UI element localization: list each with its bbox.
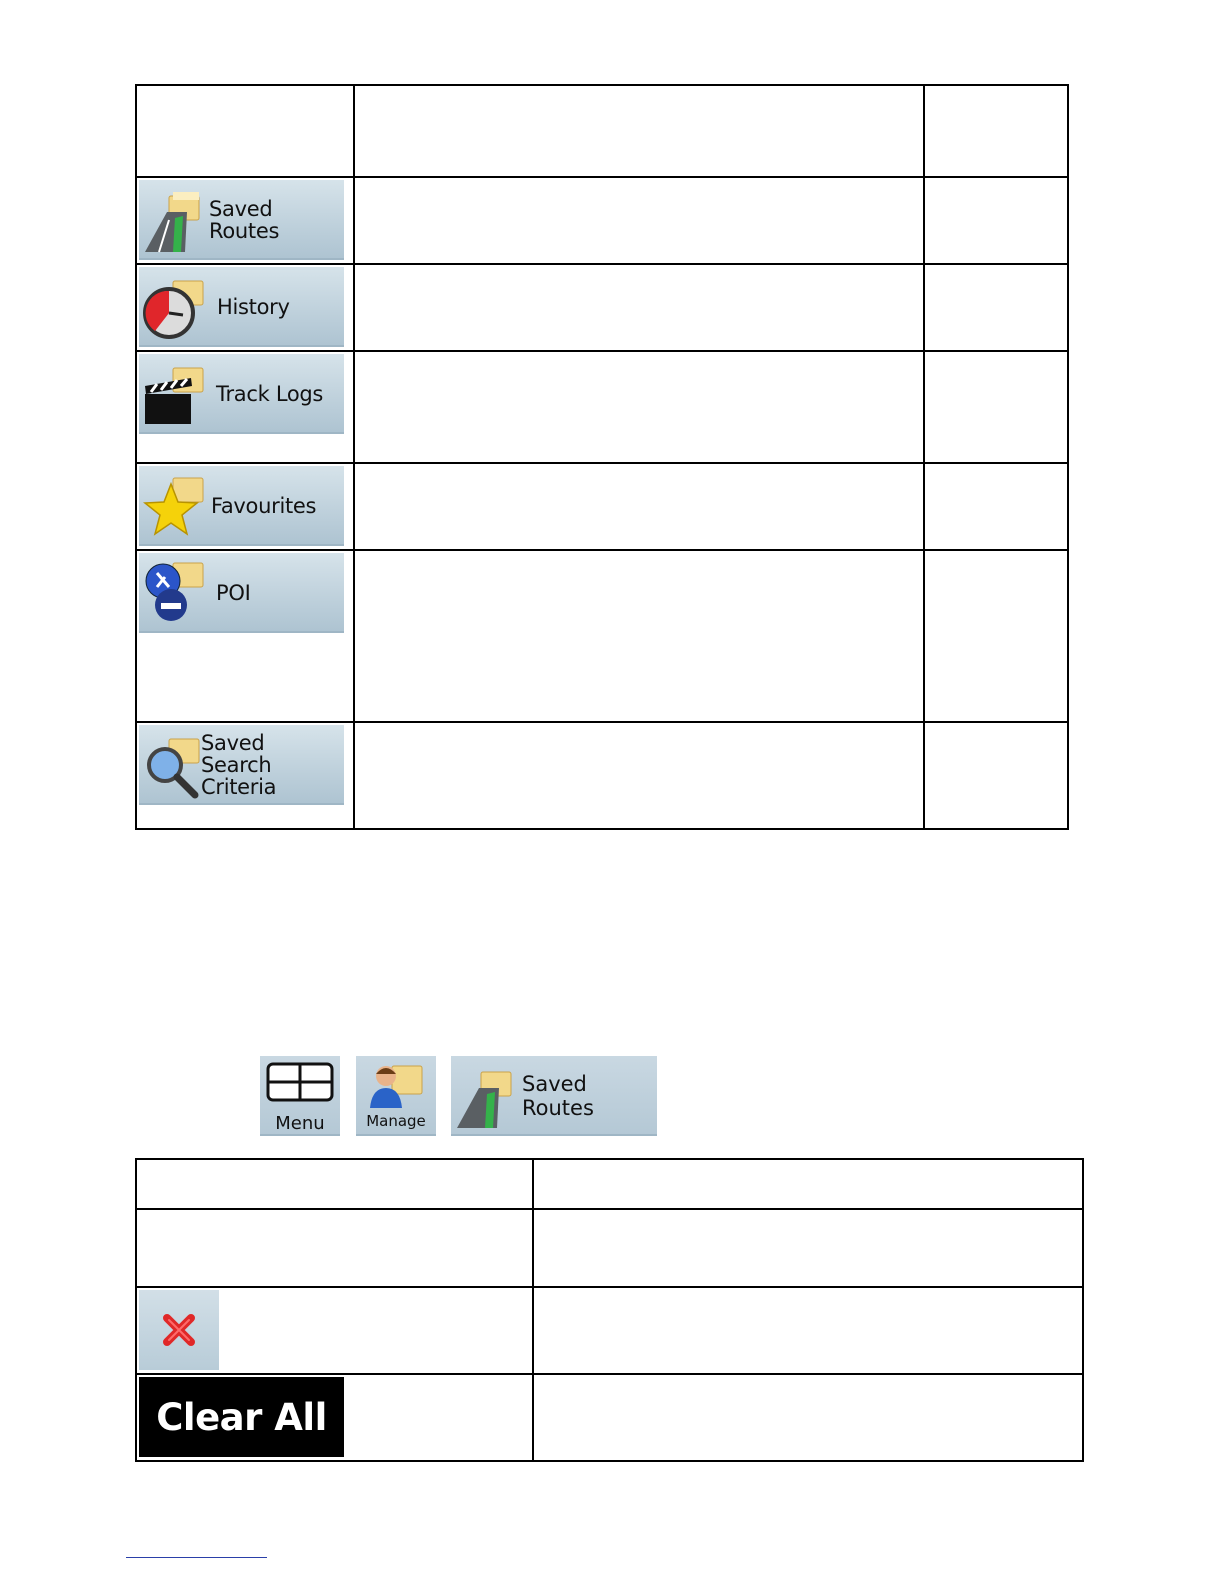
table-row	[136, 351, 1068, 463]
description-cell	[533, 1374, 1083, 1461]
bottom-table	[135, 1158, 1084, 1462]
saved-routes-path-button[interactable]	[451, 1056, 657, 1136]
description-cell	[533, 1287, 1083, 1374]
table-header-row	[136, 1159, 1083, 1209]
description-cell	[354, 722, 924, 829]
extra-cell	[924, 351, 1068, 463]
table-row	[136, 177, 1068, 264]
delete-button[interactable]	[139, 1290, 219, 1370]
header-cell	[354, 85, 924, 177]
action-cell	[136, 1209, 533, 1287]
table-row	[136, 1209, 1083, 1287]
header-cell	[924, 85, 1068, 177]
button-label: POI	[216, 581, 251, 605]
extra-cell	[924, 264, 1068, 351]
manage-label: Manage	[366, 1112, 426, 1130]
menu-button[interactable]	[260, 1056, 340, 1136]
description-cell	[354, 351, 924, 463]
extra-cell	[924, 463, 1068, 550]
extra-cell	[924, 722, 1068, 829]
button-label: History	[217, 295, 290, 319]
saved-routes-path-label: Saved Routes	[522, 1072, 594, 1120]
button-label: Track Logs	[216, 382, 324, 406]
magnifier-folder-icon	[143, 735, 207, 799]
description-cell	[354, 177, 924, 264]
poi-button[interactable]	[139, 553, 344, 633]
description-cell	[533, 1209, 1083, 1287]
clear-all-button[interactable]	[139, 1377, 344, 1457]
history-button[interactable]	[139, 267, 344, 347]
table-row	[136, 550, 1068, 722]
top-table	[135, 84, 1069, 830]
red-x-icon	[163, 1314, 195, 1346]
clear-all-label: Clear All	[156, 1395, 327, 1439]
track-logs-button[interactable]	[139, 354, 344, 434]
favourites-button[interactable]	[139, 466, 344, 546]
saved-routes-button[interactable]	[139, 180, 344, 260]
poi-folder-icon	[143, 559, 207, 623]
button-label-line1: Saved	[201, 731, 265, 755]
menu-grid-icon	[266, 1062, 334, 1102]
star-folder-icon	[143, 476, 207, 540]
description-cell	[354, 264, 924, 351]
manage-button[interactable]	[356, 1056, 436, 1136]
table-header-row	[136, 85, 1068, 177]
road-folder-icon	[143, 190, 207, 254]
table-row	[136, 463, 1068, 550]
footnote-separator	[126, 1557, 267, 1558]
saved-search-criteria-button[interactable]	[139, 725, 344, 805]
user-folder-icon	[368, 1062, 426, 1110]
extra-cell	[924, 550, 1068, 722]
header-cell	[136, 1159, 533, 1209]
extra-cell	[924, 177, 1068, 264]
header-cell	[533, 1159, 1083, 1209]
table-row	[136, 264, 1068, 351]
clapperboard-folder-icon	[143, 364, 207, 428]
clock-folder-icon	[143, 277, 207, 341]
road-folder-icon	[455, 1066, 519, 1130]
button-label: Favourites	[211, 494, 317, 518]
table-row	[136, 722, 1068, 829]
description-cell	[354, 463, 924, 550]
header-cell	[136, 85, 354, 177]
button-label-line2: Search Criteria	[201, 753, 277, 799]
table-row	[136, 1287, 1083, 1374]
description-cell	[354, 550, 924, 722]
button-label: Saved Routes	[209, 197, 280, 243]
menu-label: Menu	[275, 1113, 325, 1134]
table-row	[136, 1374, 1083, 1461]
